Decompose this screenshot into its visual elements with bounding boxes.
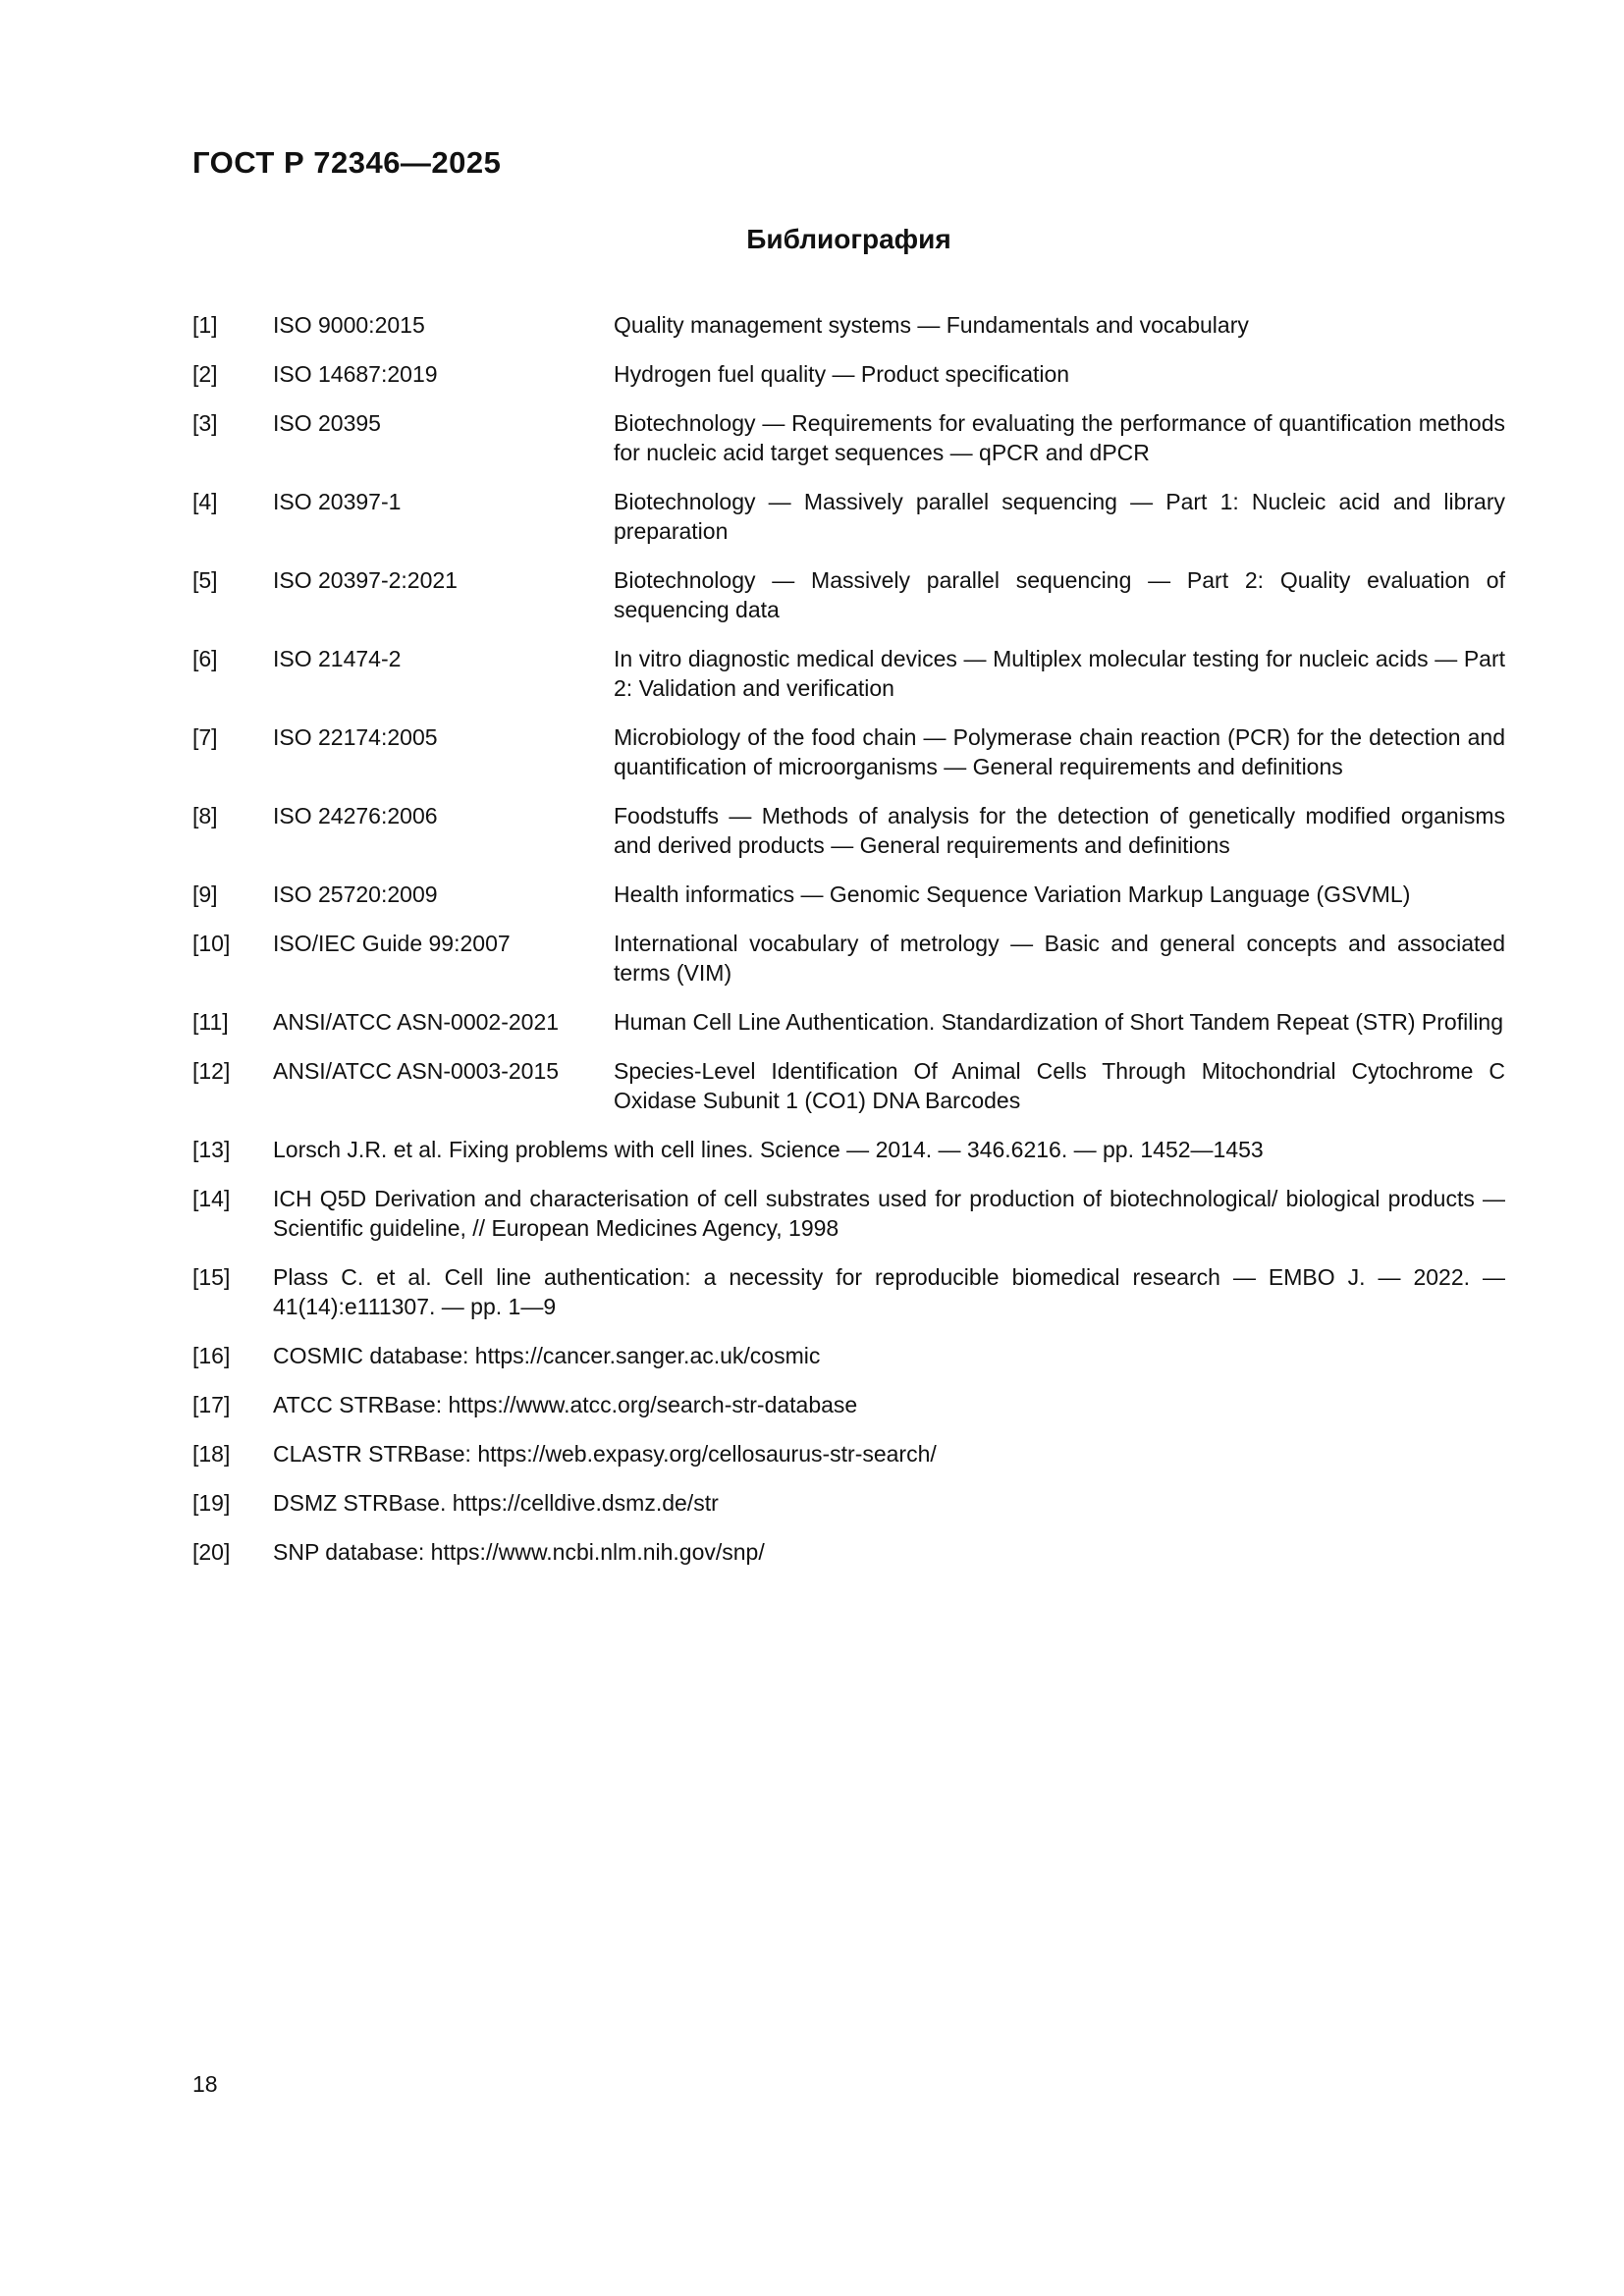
entry-ref-number: [11]	[192, 1009, 229, 1035]
entry-ref-number: [2]	[192, 361, 218, 387]
bibliography-entry	[192, 801, 1505, 860]
entry-description: Biotechnology — Massively parallel sequencing — Part 2: Quality evaluation of sequencing data	[614, 567, 1505, 622]
entry-standard-code: ISO 22174:2005	[273, 724, 438, 750]
entry-standard-code: ISO 9000:2015	[273, 312, 425, 338]
entry-standard-code: ISO/IEC Guide 99:2007	[273, 931, 511, 956]
bibliography-entry	[192, 1262, 1505, 1321]
entry-description: Biotechnology — Massively parallel sequencing — Part 1: Nucleic acid and library preparation	[614, 489, 1505, 544]
bibliography-entry	[192, 880, 1505, 909]
entry-description: ICH Q5D Derivation and characterisation of cell substrates used for production of biotechnological/ biological products — Scientific guideline, // European Medicines Agency, 1998	[273, 1186, 1505, 1241]
entry-ref-number: [4]	[192, 489, 218, 514]
bibliography-entry	[192, 408, 1505, 467]
entry-ref-number: [8]	[192, 803, 218, 828]
entry-description: ATCC STRBase: https://www.atcc.org/search-str-database	[273, 1392, 858, 1417]
entry-ref-number: [1]	[192, 312, 218, 338]
entry-ref-number: [5]	[192, 567, 218, 593]
entry-ref-number: [18]	[192, 1441, 231, 1467]
entry-ref-number: [16]	[192, 1343, 231, 1368]
entry-ref-number: [14]	[192, 1186, 231, 1211]
entry-description: CLASTR STRBase: https://web.expasy.org/cellosaurus-str-search/	[273, 1441, 937, 1467]
entry-description: SNP database: https://www.ncbi.nlm.nih.gov/snp/	[273, 1539, 765, 1565]
bibliography-entry	[192, 1056, 1505, 1115]
entry-ref-number: [6]	[192, 646, 218, 671]
bibliography-entry	[192, 1341, 1505, 1370]
entry-standard-code: ISO 20395	[273, 410, 381, 436]
entry-ref-number: [13]	[192, 1137, 231, 1162]
entry-standard-code: ISO 14687:2019	[273, 361, 438, 387]
section-title: Библиография	[746, 224, 951, 254]
entry-description: Species-Level Identification Of Animal Cells Through Mitochondrial Cytochrome C Oxidase Subunit 1 (CO1) DNA Barcodes	[614, 1058, 1505, 1113]
bibliography-entry	[192, 1007, 1505, 1037]
bibliography-entry	[192, 1537, 1505, 1567]
entry-ref-number: [20]	[192, 1539, 231, 1565]
entry-standard-code: ISO 25720:2009	[273, 881, 438, 907]
bibliography-entry	[192, 644, 1505, 703]
entry-ref-number: [7]	[192, 724, 218, 750]
entry-description: Microbiology of the food chain — Polymerase chain reaction (PCR) for the detection and quantification of microorganisms — General requirements and definitions	[614, 724, 1505, 779]
bibliography-entry	[192, 487, 1505, 546]
entry-standard-code: ISO 24276:2006	[273, 803, 438, 828]
entry-description: COSMIC database: https://cancer.sanger.ac.uk/cosmic	[273, 1343, 821, 1368]
entry-description: Quality management systems — Fundamentals and vocabulary	[614, 312, 1249, 338]
bibliography-entry	[192, 1135, 1505, 1164]
entry-ref-number: [19]	[192, 1490, 231, 1516]
entry-description: Foodstuffs — Methods of analysis for the detection of genetically modified organisms and derived products — General requirements and definitions	[614, 803, 1505, 858]
bibliography-entry	[192, 359, 1505, 389]
entry-description: Hydrogen fuel quality — Product specification	[614, 361, 1070, 387]
bibliography-list	[192, 310, 1505, 1586]
entry-ref-number: [12]	[192, 1058, 231, 1084]
entry-standard-code: ISO 20397-1	[273, 489, 402, 514]
bibliography-entry	[192, 1488, 1505, 1518]
bibliography-entry	[192, 1439, 1505, 1468]
entry-standard-code: ISO 21474-2	[273, 646, 402, 671]
page-number: 18	[192, 2071, 218, 2097]
entry-description: Lorsch J.R. et al. Fixing problems with cell lines. Science — 2014. — 346.6216. — pp. 1452—1453	[273, 1137, 1264, 1162]
section-title-container	[192, 224, 1505, 255]
entry-ref-number: [17]	[192, 1392, 231, 1417]
entry-ref-number: [9]	[192, 881, 218, 907]
entry-description: International vocabulary of metrology — Basic and general concepts and associated terms (VIM)	[614, 931, 1505, 986]
bibliography-entry	[192, 1390, 1505, 1419]
entry-standard-code: ISO 20397-2:2021	[273, 567, 458, 593]
bibliography-entry	[192, 565, 1505, 624]
entry-description: In vitro diagnostic medical devices — Multiplex molecular testing for nucleic acids — Part 2: Validation and verification	[614, 646, 1505, 701]
entry-description: Plass C. et al. Cell line authentication: a necessity for reproducible biomedical research — EMBO J. — 2022. — 41(14):e111307. — pp. 1—9	[273, 1264, 1505, 1319]
entry-standard-code: ANSI/ATCC ASN-0003-2015	[273, 1058, 560, 1084]
bibliography-entry	[192, 310, 1505, 340]
bibliography-entry	[192, 1184, 1505, 1243]
entry-standard-code: ANSI/ATCC ASN-0002-2021	[273, 1009, 560, 1035]
entry-description: DSMZ STRBase. https://celldive.dsmz.de/str	[273, 1490, 719, 1516]
document-code-header: ГОСТ Р 72346—2025	[192, 145, 502, 180]
bibliography-entry	[192, 929, 1505, 988]
entry-description: Human Cell Line Authentication. Standardization of Short Tandem Repeat (STR) Profiling	[614, 1009, 1504, 1035]
entry-description: Biotechnology — Requirements for evaluating the performance of quantification methods for nucleic acid target sequences — qPCR and dPCR	[614, 410, 1505, 465]
entry-description: Health informatics — Genomic Sequence Variation Markup Language (GSVML)	[614, 881, 1411, 907]
entry-ref-number: [10]	[192, 931, 231, 956]
bibliography-entry	[192, 722, 1505, 781]
entry-ref-number: [15]	[192, 1264, 231, 1290]
entry-ref-number: [3]	[192, 410, 218, 436]
